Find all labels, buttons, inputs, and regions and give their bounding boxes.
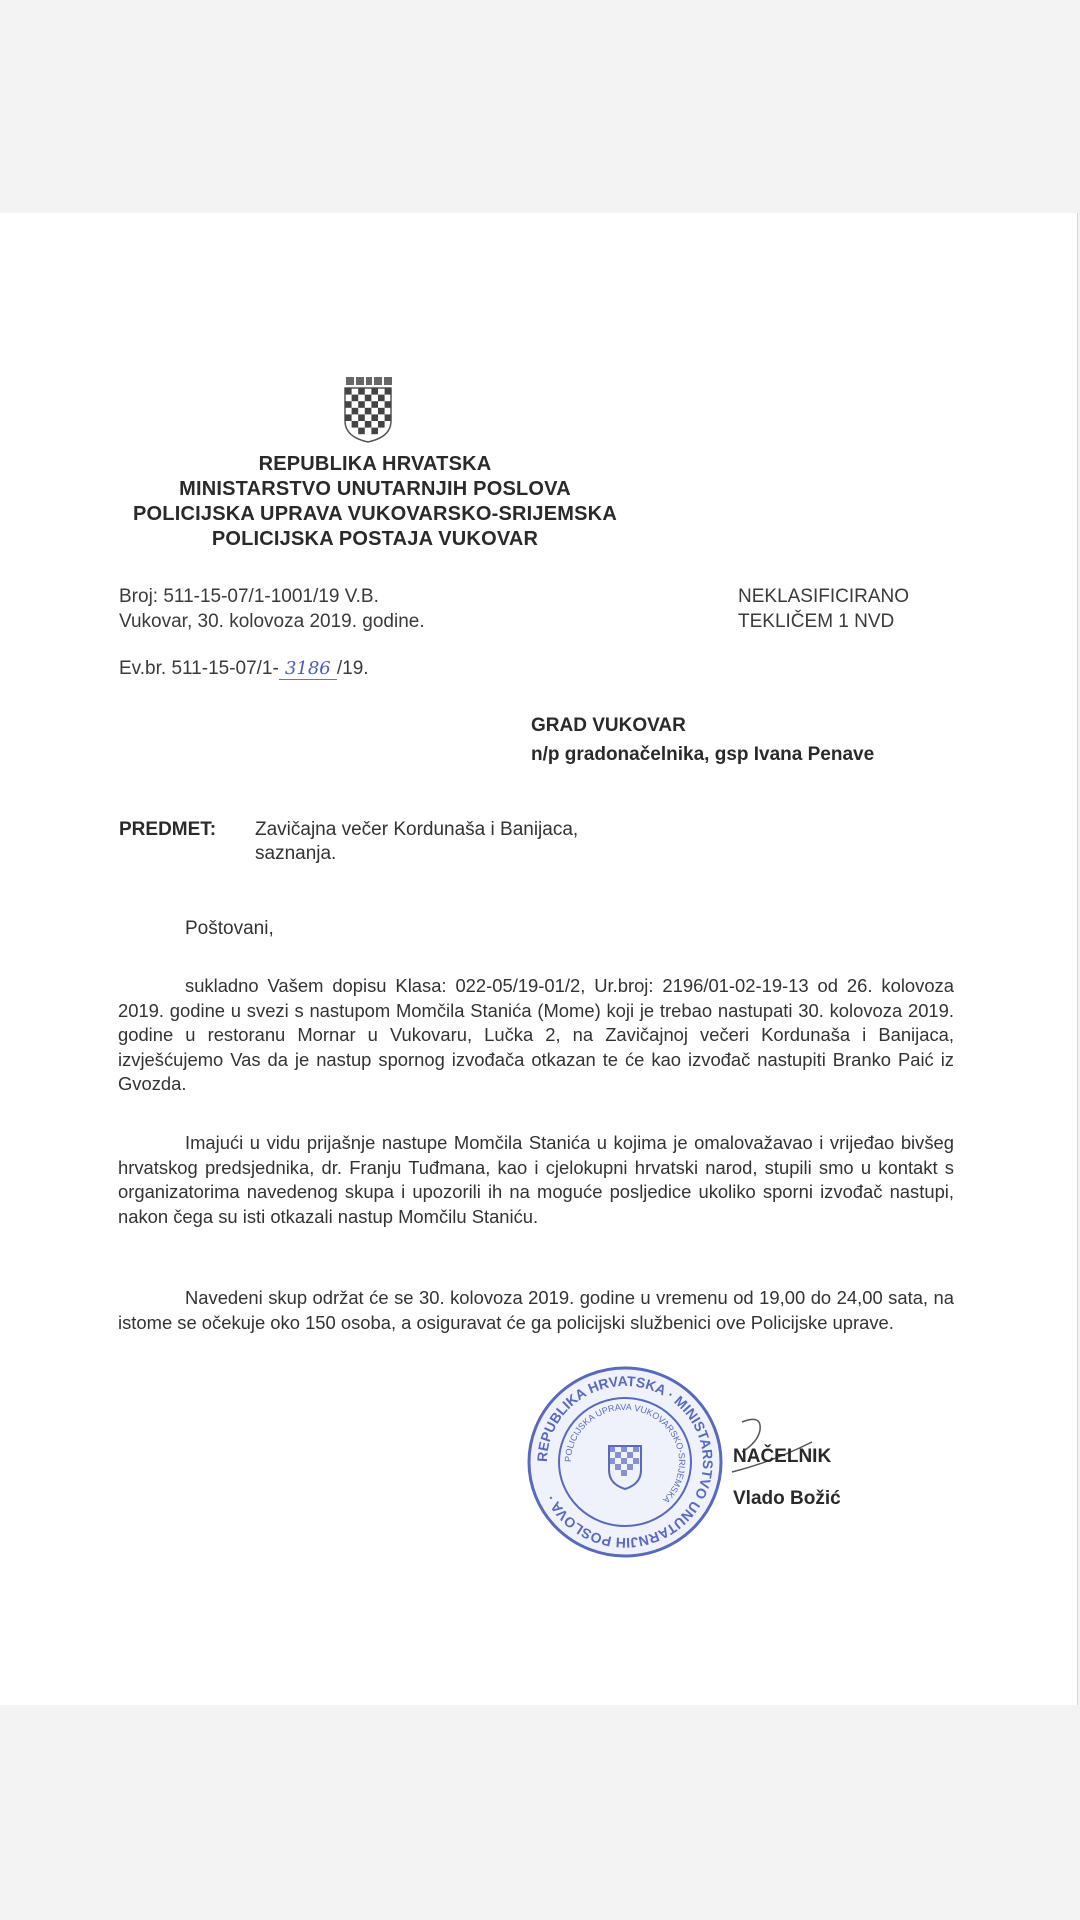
crest-check <box>345 401 352 408</box>
crest-check <box>385 401 392 408</box>
header-country: REPUBLIKA HRVATSKA <box>258 453 492 475</box>
signatory-title: NAČELNIK <box>733 1446 832 1467</box>
institution-header <box>100 452 650 552</box>
subject-line-1: Zavičajna večer Kordunaša i Banijaca, <box>255 819 579 840</box>
crest-check <box>352 408 359 415</box>
crest-check <box>358 388 365 395</box>
coat-of-arms-icon <box>342 377 394 443</box>
evidence-prefix: Ev.br. 511-15-07/1- <box>119 658 279 679</box>
crest-check <box>371 414 378 421</box>
recipient-block <box>531 711 874 769</box>
subject-line-2: saznanja. <box>255 843 337 864</box>
crest-check <box>385 388 392 395</box>
classification-label: NEKLASIFICIRANO <box>738 586 910 607</box>
signatory-name: Vlado Božić <box>733 1488 841 1509</box>
official-stamp <box>525 1364 725 1560</box>
stamp-inner-text: POLICIJSKA UPRAVA VUKOVARSKO-SRIJEMSKA <box>562 1401 688 1506</box>
crest-check <box>358 401 365 408</box>
subject-label: PREDMET: <box>119 819 217 840</box>
crest-check <box>345 388 352 395</box>
crest-check <box>365 408 372 415</box>
reference-number: Broj: 511-15-07/1-1001/19 V.B. <box>119 586 379 607</box>
crest-check <box>371 388 378 395</box>
body-paragraph-2: Imajući u vidu prijašnje nastupe Momčila Stanića u kojima je omalovažavao i vrijeđao bivšeg hrvatskog predsjednika, dr. Franju Tuđmana, kao i cjelokupni hrvatski narod, stupili smo u kontakt s organizatorima navedenog skupa i upozorili ih na moguće posljedice ukoliko sporni izvođač nastupi, nakon čega su isti otkazali nastup Momčilu Staniću. <box>118 1132 954 1227</box>
classification-block <box>738 584 909 634</box>
crest-check <box>371 401 378 408</box>
body-paragraph-1: sukladno Vašem dopisu Klasa: 022-05/19-01/2, Ur.broj: 2196/01-02-19-13 od 26. kolovoza 2019. godine u svezi s nastupom Momčila Stanića (Mome) koji je trebao nastupati 30. kolovoza 2019. godine u restoranu Mornar u Vukovaru, Lučka 2, na Zavičajnoj večeri Kordunaša i Banijaca, izvješćujemo Vas da je nastup spornog izvođača otkazan te će kao izvođač nastupiti Branko Paić iz Gvozda. <box>118 975 954 1094</box>
header-police-administration: POLICIJSKA UPRAVA VUKOVARSKO-SRIJEMSKA <box>133 503 617 525</box>
crest-check <box>365 421 372 428</box>
crest-check <box>352 421 359 428</box>
reference-block <box>119 584 425 634</box>
body-paragraph-3: Navedeni skup održat će se 30. kolovoza 2019. godine u vremenu od 19,00 do 24,00 sata, na istome se očekuje oko 150 osoba, a osiguravat će ga policijski službenici ove Policijske uprave. <box>118 1287 954 1333</box>
evidence-number <box>119 658 369 680</box>
crest-check <box>385 414 392 421</box>
crest-check <box>352 395 359 402</box>
header-police-station: POLICIJSKA POSTAJA VUKOVAR <box>211 528 539 550</box>
place-and-date: Vukovar, 30. kolovoza 2019. godine. <box>119 611 425 632</box>
header-ministry: MINISTARSTVO UNUTARNJIH POSLOVA <box>179 478 571 500</box>
crest-check <box>378 408 385 415</box>
subject-text <box>255 818 675 866</box>
crest-check <box>378 395 385 402</box>
crest-check <box>378 421 385 428</box>
recipient-name: GRAD VUKOVAR <box>531 715 686 736</box>
delivery-method: TEKLIČEM 1 NVD <box>738 611 895 632</box>
greeting: Poštovani, <box>185 918 274 939</box>
crest-check <box>345 414 352 421</box>
evidence-suffix: /19. <box>336 658 369 679</box>
stamp-outer-text: REPUBLIKA HRVATSKA · MINISTARSTVO UNUTARNJIH POSLOVA · <box>533 1372 717 1552</box>
crest-check <box>365 395 372 402</box>
crest-check <box>371 428 378 435</box>
evidence-handwritten: 3186 <box>279 658 337 680</box>
crest-check <box>358 428 365 435</box>
crest-check <box>358 414 365 421</box>
recipient-attention: n/p gradonačelnika, gsp Ivana Penave <box>531 744 875 765</box>
